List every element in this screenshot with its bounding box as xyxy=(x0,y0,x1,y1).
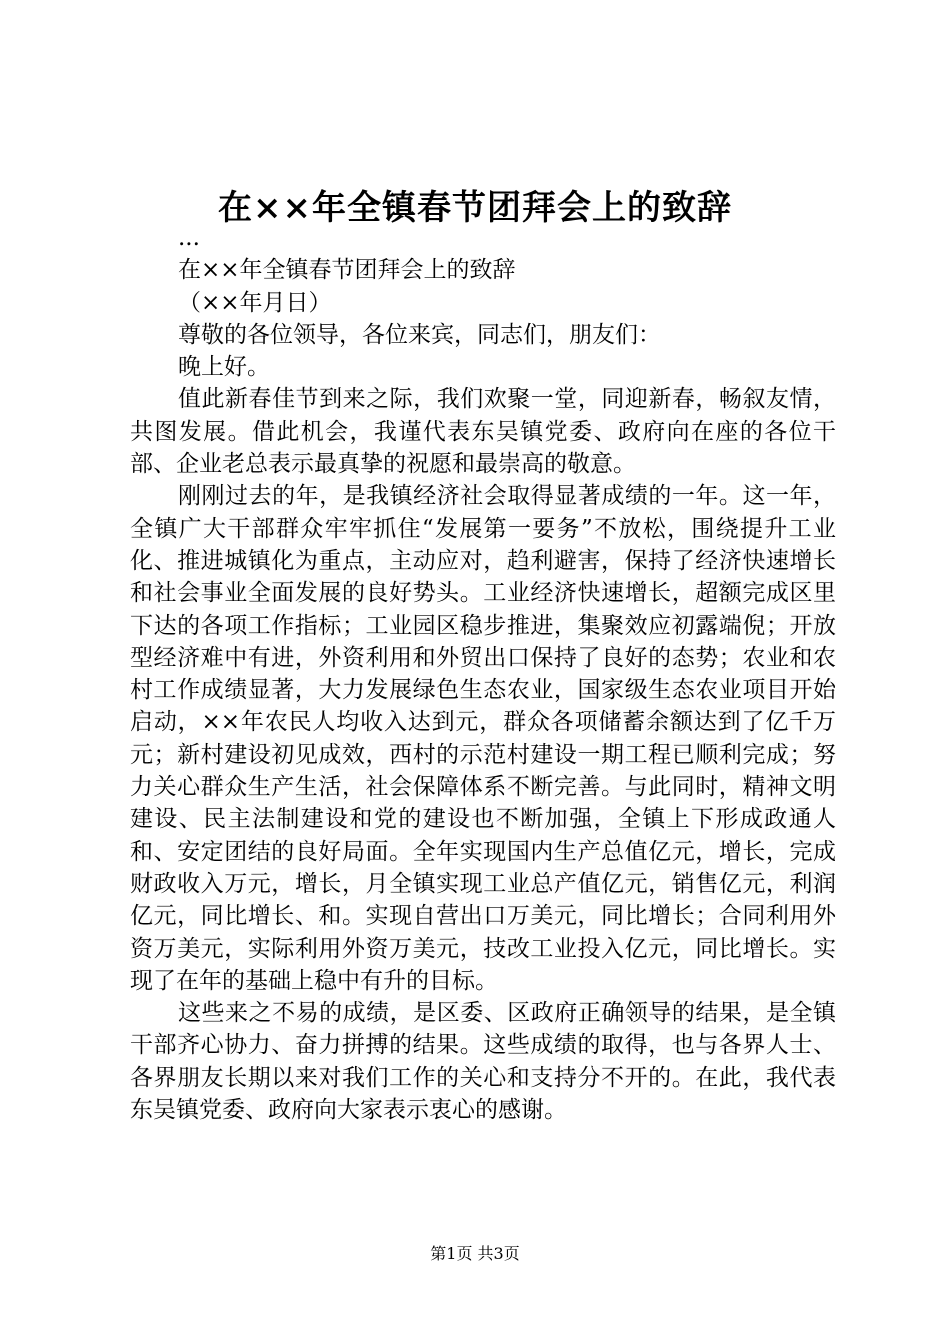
paragraph-1: 值此新春佳节到来之际，我们欢聚一堂，同迎新春，畅叙友情，共图发展。借此机会，我谨代表东吴镇党委、政府向在座的各位干部、企业老总表示最真挚的祝愿和最崇高的敬意。 xyxy=(130,386,836,478)
document-body xyxy=(130,222,836,1126)
ellipsis-text: ... xyxy=(178,225,200,251)
salutation: 尊敬的各位领导，各位来宾，同志们，朋友们： xyxy=(178,321,661,348)
greeting: 晚上好。 xyxy=(178,354,270,381)
document-subtitle: 在××年全镇春节团拜会上的致辞 xyxy=(178,257,516,284)
paragraph-3: 这些来之不易的成绩，是区委、区政府正确领导的结果，是全镇干部齐心协力、奋力拼搏的结果。这些成绩的取得，也与各界人士、各界朋友长期以来对我们工作的关心和支持分不开的。在此，我代表东吴镇党委、政府向大家表示衷心的感谢。 xyxy=(130,1000,836,1124)
paragraph-2: 刚刚过去的年，是我镇经济社会取得显著成绩的一年。这一年，全镇广大干部群众牢牢抓住“发展第一要务”不放松，围绕提升工业化、推进城镇化为重点，主动应对，趋利避害，保持了经济快速增长和社会事业全面发展的良好势头。工业经济快速增长，超额完成区里下达的各项工作指标；工业园区稳步推进，集聚效应初露端倪；开放型经济难中有进，外资利用和外贸出口保持了良好的态势；农业和农村工作成绩显著，大力发展绿色生态农业，国家级生态农业项目开始启动，××年农民人均收入达到元，群众各项储蓄余额达到了亿千万元；新村建设初见成效，西村的示范村建设一期工程已顺利完成；努力关心群众生产生活，社会保障体系不断完善。与此同时，精神文明建设、民主法制建设和党的建设也不断加强，全镇上下形成政通人和、安定团结的良好局面。全年实现国内生产总值亿元，增长，完成财政收入万元，增长，月全镇实现工业总产值亿元，销售亿元，利润亿元，同比增长、和。实现自营出口万美元，同比增长；合同利用外资万美元，实际利用外资万美元，技改工业投入亿元，同比增长。实现了在年的基础上稳中有升的目标。 xyxy=(130,483,836,994)
page-title: 在××年全镇春节团拜会上的致辞 xyxy=(218,188,732,228)
date-line: （××年月日） xyxy=(178,289,332,316)
page-number-footer: 第1页 共3页 xyxy=(430,1244,520,1263)
